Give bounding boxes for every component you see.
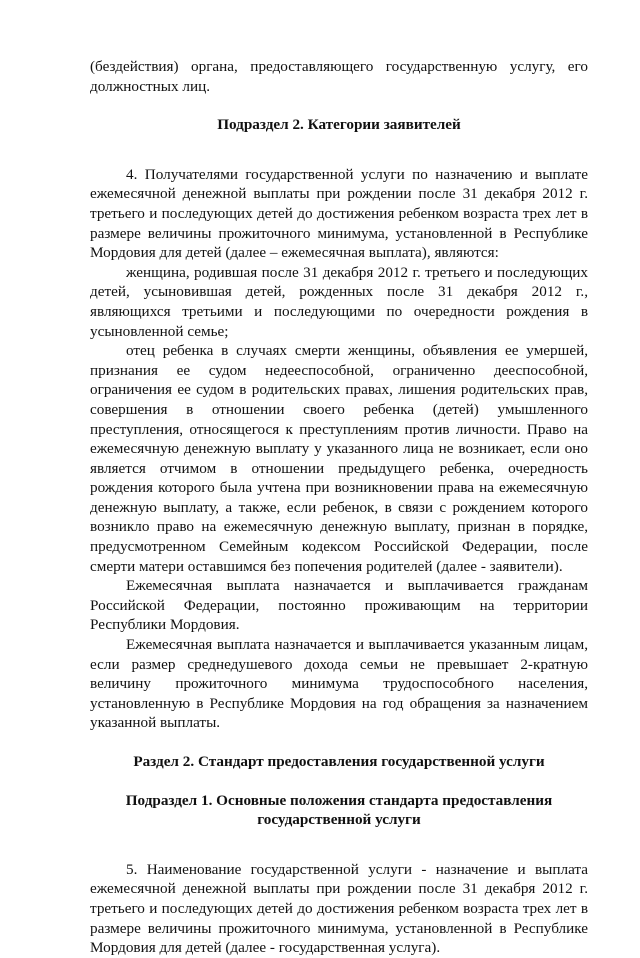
paragraph-4-intro: 4. Получателями государственной услуги по назначению и выплате ежемесячной денежной выплаты при рождении после 31 декабря 2012 г. третьего и последующих детей до достижения ребенком возраста трех лет в размере величины прожиточного минимума, установленной в Республике Мордовия для детей (далее – ежемесячная выплата), являются: [90, 165, 588, 262]
subsection-2-title: Подраздел 2. Категории заявителей [217, 116, 461, 134]
paragraph-4-income: Ежемесячная выплата назначается и выплачивается указанным лицам, если размер среднедушевого дохода семьи не превышает 2-кратную величину прожиточного минимума трудоспособного населения, установленную в Республике Мордовия на год обращения за назначением указанной выплаты. [90, 636, 588, 732]
paragraph-4-father: отец ребенка в случаях смерти женщины, объявления ее умершей, признания ее судом недееспособной, ограниченно дееспособной, ограничения ее судом в родительских правах, лишения родительских прав, совершения в отношении своего ребенка (детей) умышленного преступления, относящегося к преступлениям против личности. Право на ежемесячную денежную выплату у указанного лица не возникает, если оно является отчимом в отношении предыдущего ребенка, очередность рождения которого была учтена при возникновении права на ежемесячную денежную выплату, а также, если ребенок, в связи с рождением которого возникло право на ежемесячную денежную выплату, признан в порядке, предусмотренном Семейным кодексом Российской Федерации, после смерти матери оставшимся без попечения родителей (далее - заявители). [90, 342, 588, 575]
document-page [90, 57, 588, 958]
paragraph-4-citizens: Ежемесячная выплата назначается и выплачивается гражданам Российской Федерации, постоянно проживающим на территории Республики Мордовия. [90, 577, 588, 634]
subsection-1-title-line-1: Подраздел 1. Основные положения стандарта предоставления [125, 791, 553, 809]
paragraph-5: 5. Наименование государственной услуги - назначение и выплата ежемесячной денежной выплаты при рождении после 31 декабря 2012 г. третьего и последующих детей до достижения ребенком возраста трех лет в размере величины прожиточного минимума, установленной в Республике Мордовия для детей (далее - государственная услуга). [90, 860, 588, 957]
intro-tail-paragraph: (бездействия) органа, предоставляющего государственную услугу, его должностных лиц. [90, 58, 588, 95]
subsection-1-title-line-2: государственной услуги [257, 811, 421, 829]
paragraph-4-woman: женщина, родившая после 31 декабря 2012 г. третьего и последующих детей, усыновившая детей, рожденных после 31 декабря 2012 г., являющихся третьими и последующими по очередности рождения в усыновленной семье; [90, 263, 588, 340]
section-2-title: Раздел 2. Стандарт предоставления государственной услуги [133, 753, 545, 770]
